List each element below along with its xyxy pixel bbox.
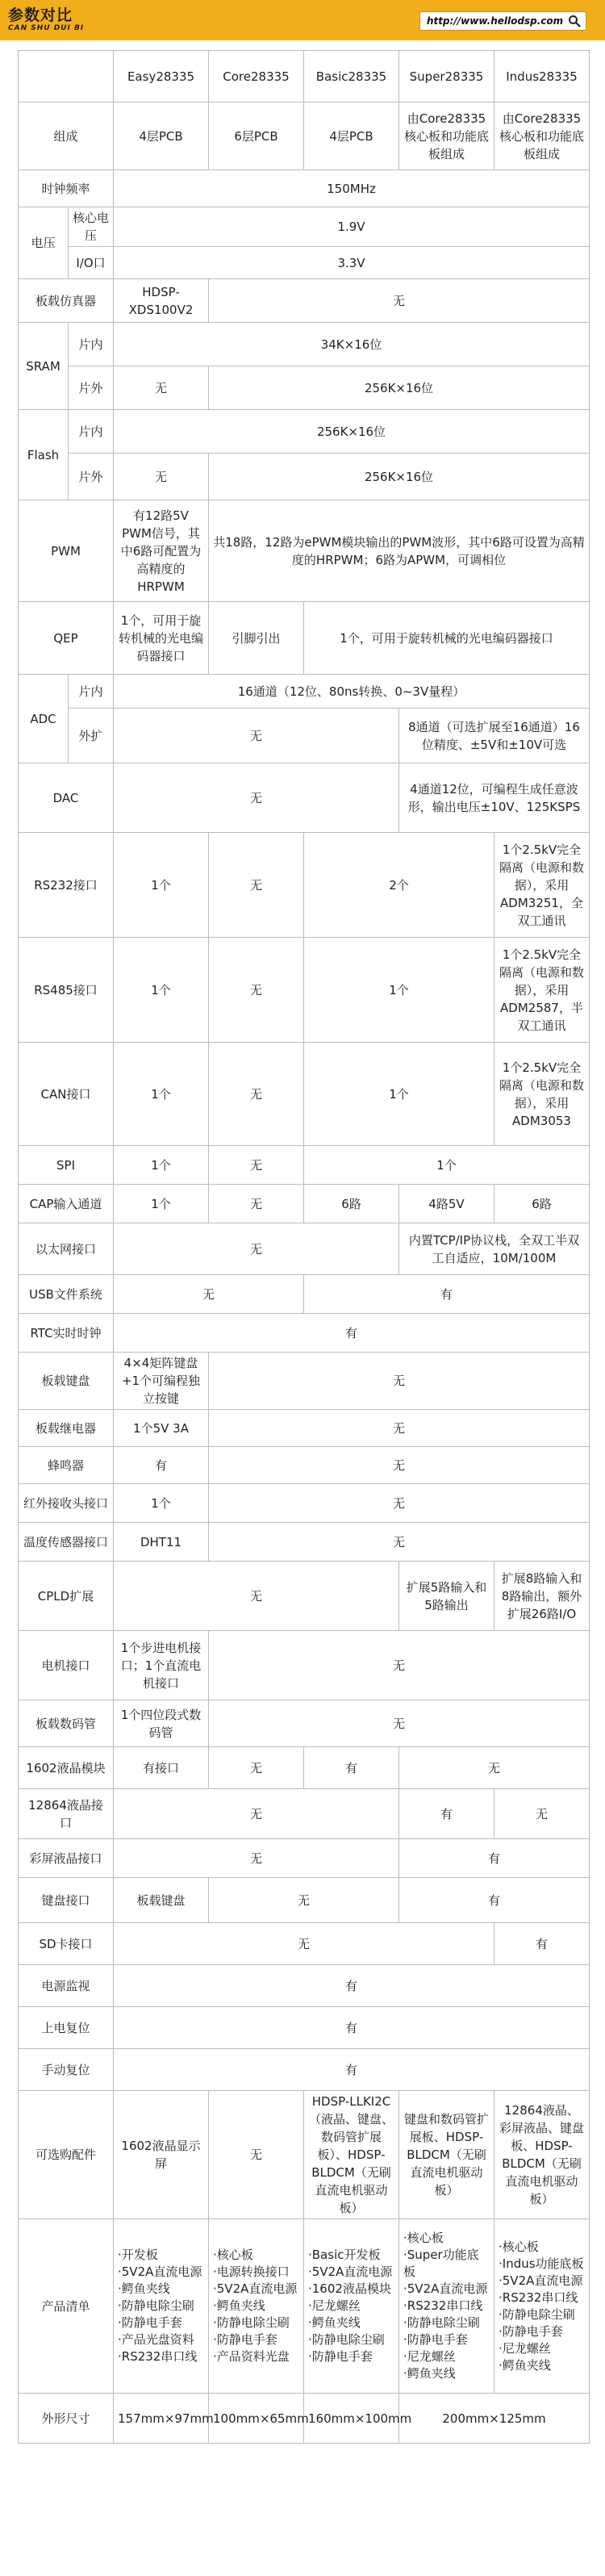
list-item: ·防静电除尘刷 <box>213 2315 290 2330</box>
list-item: ·Basic开发板 <box>308 2248 381 2262</box>
list-item: ·鳄鱼夹线 <box>499 2357 551 2373</box>
table-row <box>19 1275 590 1314</box>
sub-label: 片内 <box>69 675 114 709</box>
cell: 无 <box>209 1523 590 1562</box>
row-label: 板载继电器 <box>19 1410 114 1447</box>
list-item: ·鳄鱼夹线 <box>403 2366 456 2381</box>
cell: 8通道（可选扩展至16通道）16位精度、±5V和±10V可选 <box>399 709 590 763</box>
list-item: ·5V2A直流电源 <box>118 2264 202 2279</box>
table-row <box>19 2091 590 2219</box>
cell: 无 <box>114 763 399 833</box>
cell: 34K×16位 <box>114 323 590 366</box>
table-row <box>19 1523 590 1562</box>
cell: 4路5V <box>399 1185 494 1223</box>
sub-label: 片外 <box>69 454 114 500</box>
cell: 有 <box>399 1839 590 1878</box>
cell: 共18路，12路为ePWM模块输出的PWM波形，其中6路可设置为高精度的HRPWM；6路为APWM，可调相位 <box>209 500 590 602</box>
row-label: 产品清单 <box>19 2219 114 2394</box>
cell: 12864液晶、彩屏液晶、键盘板、HDSP-BLDCM（无刷直流电机驱动板） <box>494 2091 590 2219</box>
list-item: ·防静电手套 <box>118 2315 182 2330</box>
table-row <box>19 279 590 323</box>
row-label: 电源监视 <box>19 1965 114 2007</box>
cell: 1个 <box>114 833 209 938</box>
row-label: 蜂鸣器 <box>19 1447 114 1484</box>
cell: 有 <box>494 1923 590 1965</box>
cell: 无 <box>114 1839 399 1878</box>
row-label: 1602液晶模块 <box>19 1747 114 1789</box>
cell: 无 <box>209 1185 304 1223</box>
list-item: ·尼龙螺丝 <box>308 2298 361 2313</box>
cell: 1个 <box>304 1146 590 1185</box>
col-basic: Basic28335 <box>304 51 399 102</box>
header-empty <box>19 51 114 102</box>
row-label: CPLD扩展 <box>19 1562 114 1631</box>
table-row <box>19 1314 590 1353</box>
table-row <box>19 763 590 833</box>
cell: 无 <box>114 454 209 500</box>
cell: 6层PCB <box>209 102 304 170</box>
cell: 1个，可用于旋转机械的光电编码器接口 <box>304 602 590 675</box>
cell: 1个2.5kV完全隔离（电源和数据），采用ADM3251，全双工通讯 <box>494 833 590 938</box>
list-item: ·RS232串口线 <box>118 2349 198 2364</box>
cell: 无 <box>209 1631 590 1700</box>
table-row <box>19 247 590 279</box>
cell: 1个2.5kV完全隔离（电源和数据），采用ADM2587，半双工通讯 <box>494 938 590 1043</box>
table-row <box>19 938 590 1043</box>
table-header-row <box>19 51 590 102</box>
list-item: ·防静电除尘刷 <box>308 2332 385 2347</box>
cell: 1.9V <box>114 207 590 247</box>
table-row <box>19 1146 590 1185</box>
list-item: ·尼龙螺丝 <box>499 2340 551 2356</box>
row-label: Flash <box>19 410 69 500</box>
row-label: RS485接口 <box>19 938 114 1043</box>
table-row <box>19 410 590 454</box>
list-item: ·产品资料光盘 <box>213 2349 290 2364</box>
cell: 由Core28335核心板和功能底板组成 <box>399 102 494 170</box>
row-label: 板载数码管 <box>19 1700 114 1747</box>
cell: 256K×16位 <box>209 454 590 500</box>
cell: 无 <box>209 1878 399 1923</box>
table-row <box>19 675 590 709</box>
cell: 无 <box>209 1747 304 1789</box>
cell: 板载键盘 <box>114 1878 209 1923</box>
list-item: ·5V2A直流电源 <box>213 2281 298 2296</box>
cell: 无 <box>114 1789 399 1839</box>
cell: 2个 <box>304 833 494 938</box>
table-row <box>19 1839 590 1878</box>
table-row <box>19 102 590 170</box>
cell: 157mm×97mm <box>114 2394 209 2444</box>
cell: 150MHz <box>114 170 590 207</box>
list-item: ·防静电手套 <box>499 2323 563 2339</box>
cell: 有 <box>399 1878 590 1923</box>
table-row <box>19 1562 590 1631</box>
contents-indus <box>494 2219 590 2394</box>
row-label: 温度传感器接口 <box>19 1523 114 1562</box>
row-label: QEP <box>19 602 114 675</box>
table-row <box>19 602 590 675</box>
list-item: ·核心板 <box>213 2248 253 2262</box>
spec-comparison-table <box>18 50 590 2444</box>
cell: 键盘和数码管扩展板、HDSP-BLDCM（无刷直流电机驱动板） <box>399 2091 494 2219</box>
table-row <box>19 454 590 500</box>
row-label: RS232接口 <box>19 833 114 938</box>
cell: 1个 <box>304 938 494 1043</box>
url-search-box[interactable] <box>419 11 586 31</box>
cell: 无 <box>209 2091 304 2219</box>
table-row <box>19 1700 590 1747</box>
table-row <box>19 2049 590 2091</box>
row-label: CAP输入通道 <box>19 1185 114 1223</box>
cell: 有 <box>114 1447 209 1484</box>
row-label: 板载键盘 <box>19 1353 114 1410</box>
row-label: 红外接收头接口 <box>19 1484 114 1523</box>
cell: 1个 <box>114 938 209 1043</box>
row-label: USB文件系统 <box>19 1275 114 1314</box>
list-item: ·鳄鱼夹线 <box>213 2298 265 2313</box>
cell: 4×4矩阵键盘+1个可编程独立按键 <box>114 1353 209 1410</box>
cell: 无 <box>209 1353 590 1410</box>
row-label: 可选购配件 <box>19 2091 114 2219</box>
cell: 100mm×65mm <box>209 2394 304 2444</box>
table-row <box>19 1185 590 1223</box>
row-label: 组成 <box>19 102 114 170</box>
table-row <box>19 1789 590 1839</box>
cell: 引脚引出 <box>209 602 304 675</box>
list-item: ·Super功能底板 <box>403 2248 479 2279</box>
cell: 1个 <box>114 1146 209 1185</box>
row-label: 电压 <box>19 207 69 279</box>
list-item: ·防静电除尘刷 <box>118 2298 194 2313</box>
cell: 无 <box>209 1146 304 1185</box>
row-label: 键盘接口 <box>19 1878 114 1923</box>
page-title: 参数对比 <box>8 6 73 24</box>
list-item: ·防静电手套 <box>403 2332 468 2347</box>
table-row <box>19 500 590 602</box>
table-row <box>19 2219 590 2394</box>
cell: 无 <box>114 709 399 763</box>
list-item: ·防静电手套 <box>213 2332 277 2347</box>
row-label: 时钟频率 <box>19 170 114 207</box>
table-row <box>19 1484 590 1523</box>
cell: 1个 <box>114 1185 209 1223</box>
list-item: ·5V2A直流电源 <box>403 2281 488 2296</box>
row-label: SD卡接口 <box>19 1923 114 1965</box>
cell: 4层PCB <box>304 102 399 170</box>
cell: DHT11 <box>114 1523 209 1562</box>
table-row <box>19 1631 590 1700</box>
table-row <box>19 1747 590 1789</box>
cell: 1个四位段式数码管 <box>114 1700 209 1747</box>
cell: 无 <box>209 1700 590 1747</box>
cell: 无 <box>209 1447 590 1484</box>
cell: 有 <box>304 1275 590 1314</box>
cell: 3.3V <box>114 247 590 279</box>
cell: 无 <box>114 1275 304 1314</box>
cell: 6路 <box>304 1185 399 1223</box>
col-super: Super28335 <box>399 51 494 102</box>
cell: 160mm×100mm <box>304 2394 399 2444</box>
cell: 4层PCB <box>114 102 209 170</box>
table-row <box>19 2007 590 2049</box>
list-item: ·核心板 <box>403 2231 444 2245</box>
contents-super <box>399 2219 494 2394</box>
cell: 1个，可用于旋转机械的光电编码器接口 <box>114 602 209 675</box>
list-item: ·鳄鱼夹线 <box>118 2281 170 2296</box>
table-row <box>19 1878 590 1923</box>
cell: 6路 <box>494 1185 590 1223</box>
cell: 无 <box>209 1043 304 1146</box>
list-item: ·5V2A直流电源 <box>499 2273 583 2288</box>
sub-label: 片外 <box>69 366 114 410</box>
cell: 无 <box>399 1747 590 1789</box>
sub-label: 外扩 <box>69 709 114 763</box>
cell: 有 <box>114 2049 590 2091</box>
cell: 1个步进电机接口；1个直流电机接口 <box>114 1631 209 1700</box>
cell: 有接口 <box>114 1747 209 1789</box>
row-label: SRAM <box>19 323 69 410</box>
url-text[interactable]: http://www.hellodsp.com <box>427 15 564 27</box>
cell: 256K×16位 <box>209 366 590 410</box>
cell: 无 <box>209 1410 590 1447</box>
cell: 有 <box>114 1314 590 1353</box>
col-indus: Indus28335 <box>494 51 590 102</box>
list-item: ·核心板 <box>499 2239 539 2254</box>
row-label: PWM <box>19 500 114 602</box>
list-item: ·Indus功能底板 <box>499 2256 584 2271</box>
col-easy: Easy28335 <box>114 51 209 102</box>
cell: 200mm×125mm <box>399 2394 590 2444</box>
contents-easy <box>114 2219 209 2394</box>
cell: 无 <box>114 1923 494 1965</box>
list-item: ·尼龙螺丝 <box>403 2349 456 2364</box>
sub-label: 片内 <box>69 323 114 366</box>
col-core: Core28335 <box>209 51 304 102</box>
table-row <box>19 833 590 938</box>
row-label: 外形尺寸 <box>19 2394 114 2444</box>
table-row <box>19 170 590 207</box>
cell: 16通道（12位、80ns转换、0~3V量程） <box>114 675 590 709</box>
cell: 扩展5路输入和5路输出 <box>399 1562 494 1631</box>
contents-basic <box>304 2219 399 2394</box>
list-item: ·防静电除尘刷 <box>403 2315 480 2330</box>
header-band <box>0 0 605 40</box>
search-icon[interactable] <box>568 15 581 27</box>
list-item: ·1602液晶模块 <box>308 2281 391 2296</box>
cell: 无 <box>114 366 209 410</box>
cell: 由Core28335核心板和功能底板组成 <box>494 102 590 170</box>
list-item: ·防静电除尘刷 <box>499 2306 575 2322</box>
row-label: 12864液晶接口 <box>19 1789 114 1839</box>
cell: 1个2.5kV完全隔离（电源和数据），采用ADM3053 <box>494 1043 590 1146</box>
cell: 有12路5V PWM信号，其中6路可配置为高精度的HRPWM <box>114 500 209 602</box>
row-label: ADC <box>19 675 69 763</box>
cell: 无 <box>209 279 590 323</box>
row-label: 电机接口 <box>19 1631 114 1700</box>
row-label: 板载仿真器 <box>19 279 114 323</box>
cell: 1个 <box>114 1043 209 1146</box>
table-row <box>19 1043 590 1146</box>
table-row <box>19 1923 590 1965</box>
table-row <box>19 207 590 247</box>
cell: HDSP-XDS100V2 <box>114 279 209 323</box>
cell: 1个5V 3A <box>114 1410 209 1447</box>
list-item: ·开发板 <box>118 2248 158 2262</box>
cell: 有 <box>304 1747 399 1789</box>
cell: 有 <box>114 2007 590 2049</box>
table-row <box>19 1353 590 1410</box>
cell: 1个 <box>114 1484 209 1523</box>
list-item: ·RS232串口线 <box>403 2298 483 2313</box>
row-label: CAN接口 <box>19 1043 114 1146</box>
cell: 无 <box>494 1789 590 1839</box>
row-label: 手动复位 <box>19 2049 114 2091</box>
table-row <box>19 1965 590 2007</box>
cell: 有 <box>399 1789 494 1839</box>
table-row <box>19 366 590 410</box>
table-row <box>19 323 590 366</box>
cell: 无 <box>209 833 304 938</box>
list-item: ·鳄鱼夹线 <box>308 2315 361 2330</box>
cell: 内置TCP/IP协议栈，全双工半双工自适应，10M/100M <box>399 1223 590 1275</box>
table-row <box>19 2394 590 2444</box>
cell: 无 <box>114 1562 399 1631</box>
row-label: 以太网接口 <box>19 1223 114 1275</box>
cell: 无 <box>209 1484 590 1523</box>
cell: 4通道12位，可编程生成任意波形，输出电压±10V、125KSPS <box>399 763 590 833</box>
list-item: ·防静电手套 <box>308 2349 373 2364</box>
table-row <box>19 1223 590 1275</box>
row-label: 彩屏液晶接口 <box>19 1839 114 1878</box>
list-item: ·产品光盘资料 <box>118 2332 194 2347</box>
sub-label: I/O口 <box>69 247 114 279</box>
cell: 无 <box>209 938 304 1043</box>
table-row <box>19 1447 590 1484</box>
row-label: DAC <box>19 763 114 833</box>
cell: HDSP-LLKI2C（液晶、键盘、数码管扩展板）、HDSP-BLDCM（无刷直流电机驱动板） <box>304 2091 399 2219</box>
row-label: 上电复位 <box>19 2007 114 2049</box>
list-item: ·RS232串口线 <box>499 2290 578 2305</box>
sub-label: 核心电压 <box>69 207 114 247</box>
row-label: SPI <box>19 1146 114 1185</box>
table-row <box>19 1410 590 1447</box>
cell: 无 <box>114 1223 399 1275</box>
list-item: ·电源转换接口 <box>213 2264 290 2279</box>
list-item: ·5V2A直流电源 <box>308 2264 393 2279</box>
cell: 1602液晶显示屏 <box>114 2091 209 2219</box>
page-subtitle: CAN SHU DUI BI <box>8 24 85 32</box>
row-label: RTC实时时钟 <box>19 1314 114 1353</box>
sub-label: 片内 <box>69 410 114 454</box>
cell: 有 <box>114 1965 590 2007</box>
cell: 1个 <box>304 1043 494 1146</box>
cell: 扩展8路输入和8路输出，额外扩展26路I/O <box>494 1562 590 1631</box>
table-row <box>19 709 590 763</box>
contents-core <box>209 2219 304 2394</box>
cell: 256K×16位 <box>114 410 590 454</box>
